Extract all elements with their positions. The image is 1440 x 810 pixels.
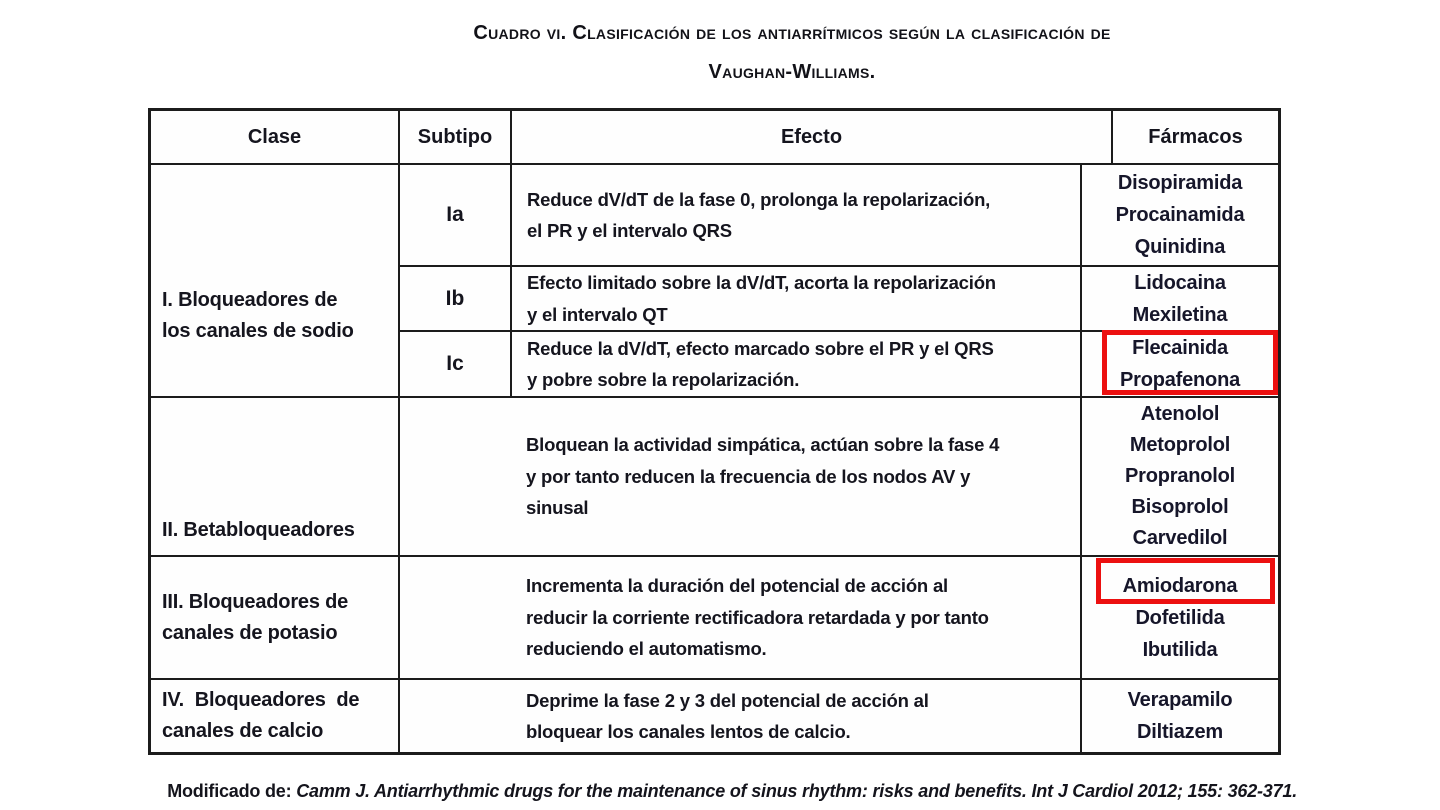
drug-amiodarona: Amiodarona (1122, 574, 1238, 597)
drug-carvedilol: Carvedilol (1132, 527, 1228, 549)
column-header-farmacos: Fármacos (1148, 125, 1243, 148)
footnote-citation: Camm J. Antiarrhythmic drugs for the maintenance of sinus rhythm: risks and benefits. Int J Cardiol 2012; 155: 362-371. (296, 781, 1298, 801)
class-iv-row (151, 678, 1278, 752)
title-line-2: Vaughan-Williams. (708, 61, 876, 83)
efecto-text-ic: Reduce la dV/dT, efecto marcado sobre el PR y el QRS y pobre sobre la repolarización. (512, 332, 1082, 396)
drug-dofetilida: Dofetilida (1135, 606, 1225, 629)
subtipo-label-ib: Ib (400, 267, 512, 330)
drugs-class-iv (1082, 680, 1278, 752)
efecto-text-class-ii: Bloquean la actividad simpática, actúan sobre la fase 4 y por tanto reducen la frecuencia de los nodos AV y sinusal (400, 398, 1082, 555)
drug-propranolol: Propranolol (1124, 465, 1236, 487)
drug-ibutilida: Ibutilida (1142, 638, 1218, 661)
title-line-1: Cuadro vi. Clasificación de los antiarrítmicos según la clasificación de (473, 22, 1111, 44)
subtipo-label-ia: Ia (400, 165, 512, 265)
drugs-ib (1082, 267, 1278, 330)
subrow-ic (400, 330, 1278, 396)
drugs-class-ii (1082, 398, 1278, 555)
drug-mexiletina: Mexiletina (1132, 303, 1228, 326)
class-i-label: I. Bloqueadores de los canales de sodio (151, 165, 400, 396)
drug-diltiazem: Diltiazem (1136, 721, 1223, 743)
drugs-ia (1082, 165, 1278, 265)
drug-atenolol: Atenolol (1140, 403, 1220, 425)
class-ii-label: II. Betabloqueadores (151, 398, 400, 555)
source-footnote (148, 760, 1297, 810)
drug-procainamida: Procainamida (1115, 204, 1245, 226)
column-header-clase: Clase (151, 111, 400, 163)
subrow-ib (400, 265, 1278, 330)
drug-quinidina: Quinidina (1134, 236, 1226, 258)
column-header-subtipo: Subtipo (400, 111, 512, 163)
class-iii-row (151, 555, 1278, 678)
efecto-text-class-iv: Deprime la fase 2 y 3 del potencial de acción al bloquear los canales lentos de calcio. (400, 680, 1082, 752)
drug-verapamilo: Verapamilo (1127, 689, 1233, 711)
drugs-ic (1082, 332, 1278, 396)
drug-flecainida: Flecainida (1132, 337, 1228, 359)
drug-propafenona: Propafenona (1119, 369, 1241, 391)
drug-metoprolol: Metoprolol (1129, 434, 1231, 456)
footnote-prefix: Modificado de: (167, 781, 297, 801)
column-header-efecto: Efecto (512, 111, 1113, 163)
class-i-row-group (151, 163, 1278, 396)
efecto-text-class-iii: Incrementa la duración del potencial de acción al reducir la corriente rectificadora retardada y por tanto reduciendo el automatismo. (400, 557, 1082, 678)
table-title (144, 14, 1440, 92)
subtipo-label-ic: Ic (400, 332, 512, 396)
table-header-row (151, 111, 1278, 163)
efecto-text-ia: Reduce dV/dT de la fase 0, prolonga la repolarización, el PR y el intervalo QRS (512, 165, 1082, 265)
efecto-text-ib: Efecto limitado sobre la dV/dT, acorta la repolarización y el intervalo QT (512, 267, 1082, 330)
antiarrhythmics-classification-table (148, 108, 1281, 755)
class-iii-label: III. Bloqueadores de canales de potasio (151, 557, 400, 678)
drugs-class-iii (1082, 557, 1278, 678)
class-ii-row (151, 396, 1278, 555)
drug-lidocaina: Lidocaina (1134, 271, 1226, 294)
class-iv-label: IV. Bloqueadores de canales de calcio (151, 680, 400, 752)
drug-bisoprolol: Bisoprolol (1131, 496, 1229, 518)
subrow-ia (400, 165, 1278, 265)
class-i-subrows (400, 165, 1278, 396)
drug-disopiramida: Disopiramida (1117, 172, 1243, 194)
